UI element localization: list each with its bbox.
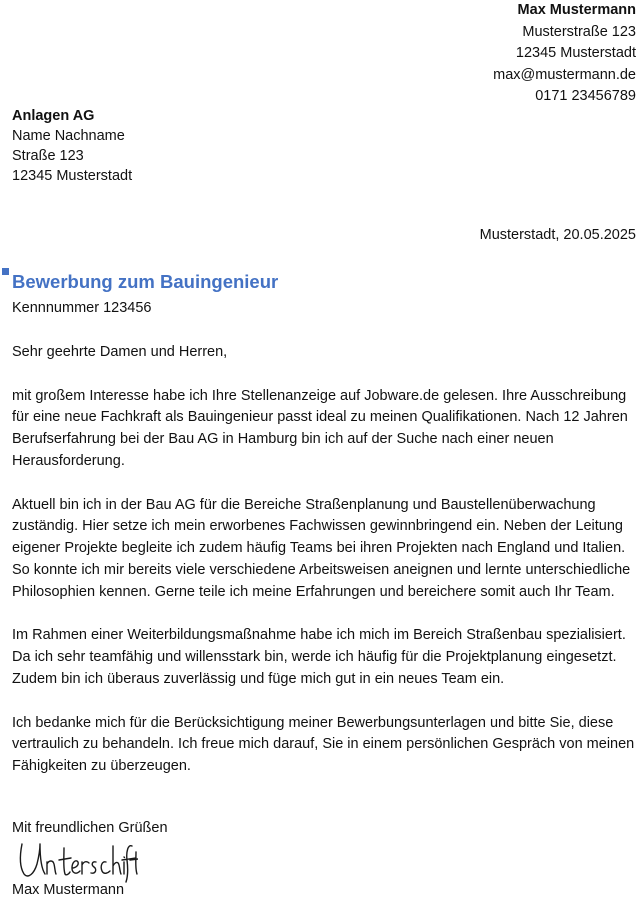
letter-subject: Bewerbung zum Bauingenieur [12, 271, 279, 292]
sender-phone: 0171 23456789 [535, 88, 636, 104]
letter-date: Musterstadt, 20.05.2025 [479, 227, 636, 243]
recipient-contact: Name Nachname [12, 128, 125, 144]
handwritten-signature [16, 838, 138, 884]
sender-name: Max Mustermann [517, 2, 636, 18]
recipient-city: 12345 Musterstadt [12, 168, 133, 184]
sender-street: Musterstraße 123 [522, 23, 636, 40]
paragraph-4: Ich bedanke mich für die Berücksichtigung meiner Bewerbungsunterlagen und bitte Sie, diese vertraulich zu behandeln. Ich freue mich darauf, Sie in einem persönlichen Gespräch von meinen Fähigkeiten zu überzeugen. [12, 714, 635, 775]
recipient-street: Straße 123 [12, 148, 84, 164]
sender-city: 12345 Musterstadt [515, 45, 636, 61]
reference-number: Kennnummer 123456 [12, 300, 152, 316]
signer-name: Max Mustermann [12, 882, 125, 898]
salutation: Sehr geehrte Damen und Herren, [12, 344, 228, 360]
subject-marker [2, 268, 9, 275]
letter-body [12, 342, 636, 800]
sender-email: max@mustermann.de [493, 66, 636, 83]
recipient-company: Anlagen AG [12, 108, 95, 124]
recipient-address-block [12, 106, 132, 186]
sender-address-block [493, 0, 636, 108]
closing-phrase: Mit freundlichen Grüßen [12, 820, 168, 836]
paragraph-3: Im Rahmen einer Weiterbildungsmaßnahme habe ich mich im Bereich Straßenbau spezialisiert. Da ich sehr teamfähig und willensstark bin, werde ich häufig für die Projektplanung eingesetzt. Zudem bin ich überaus zuverlässig und füge mich gut in ein neues Team ein. [12, 627, 626, 687]
paragraph-1: mit großem Interesse habe ich Ihre Stellenanzeige auf Jobware.de gelesen. Ihre Ausschreibung für eine neue Fachkraft als Bauingenieur passt ideal zu meinen Qualifikationen. Nach 12 Jahren Berufserfahrung bei der Bau AG in Hamburg bin ich auf der Suche nach einer neuen Herausforderung. [12, 387, 628, 469]
paragraph-2: Aktuell bin ich in der Bau AG für die Bereiche Straßenplanung und Baustellenüberwachung zuständig. Hier setze ich mein erworbenes Fachwissen gewinnbringend ein. Neben der Leitung eigener Projekte begleite ich zudem häufig Teams bei ihren Projekten nach England und Italien. So konnte ich mir bereits viele verschiedene Arbeitsweisen aneignen und lernte unterschiedliche Philosophien kennen. Gerne teile ich meine Erfahrungen und bereichere somit auch Ihr Team. [12, 496, 631, 600]
